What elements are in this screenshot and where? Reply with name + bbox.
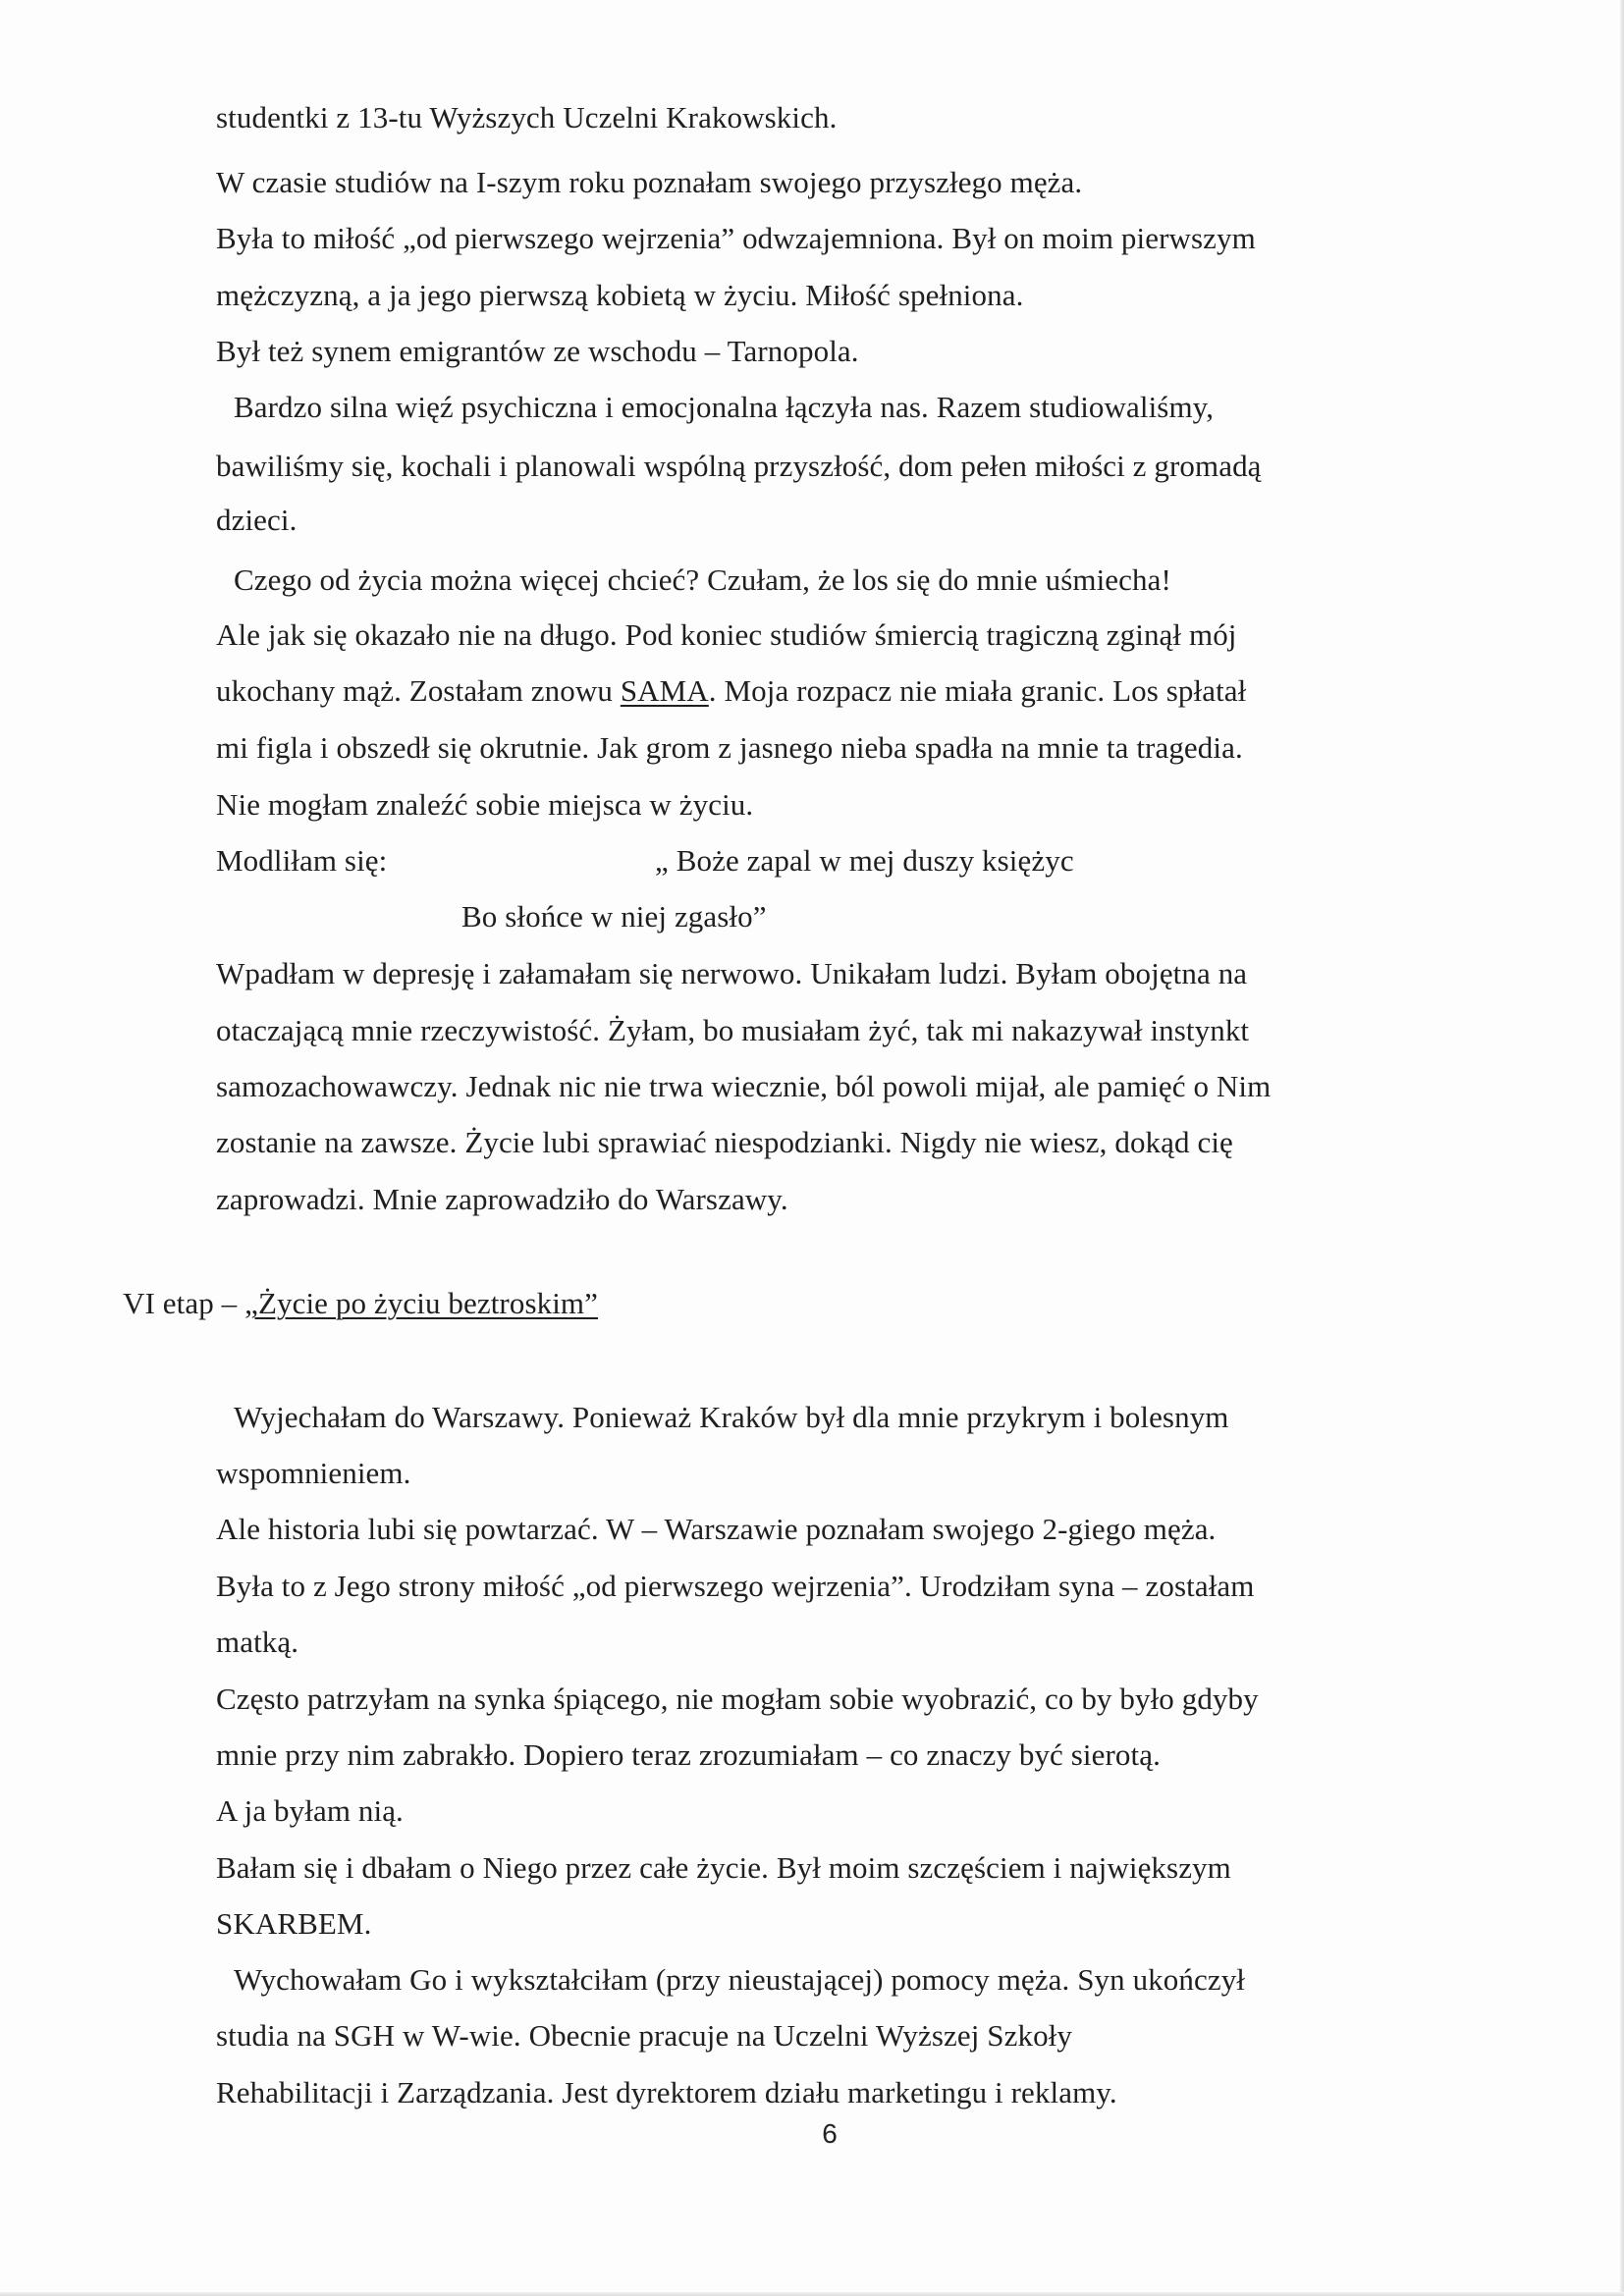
text-line: Często patrzyłam na synka śpiącego, nie mogłam sobie wyobrazić, co by było gdyby — [216, 1682, 1259, 1716]
text-line: mężczyzną, a ja jego pierwszą kobietą w życiu. Miłość spełniona. — [216, 278, 1024, 312]
underlined-word: SAMA — [620, 673, 709, 708]
section-prefix: VI etap – — [123, 1286, 245, 1320]
text-line: otaczającą mnie rzeczywistość. Żyłam, bo musiałam żyć, tak mi nakazywał instynkt — [216, 1013, 1250, 1047]
prayer-verse-1: „ Boże zapal w mej duszy księżyc — [655, 843, 1074, 878]
page-number: 6 — [822, 2118, 838, 2149]
prayer-line — [216, 841, 1394, 881]
text-line: Wychowałam Go i wykształciłam (przy nieustającej) pomocy męża. Syn ukończył — [234, 1962, 1246, 1997]
section-heading — [123, 1284, 598, 1323]
text-line: Bardzo silna więź psychiczna i emocjonalna łączyła nas. Razem studiowaliśmy, — [234, 390, 1215, 424]
text-line: bawiliśmy się, kochali i planowali wspólną przyszłość, dom pełen miłości z gromadą — [216, 449, 1262, 483]
section-title: „Życie po życiu beztroskim” — [244, 1286, 599, 1320]
scan-edge-bottom — [0, 2292, 1624, 2296]
text-line: Był też synem emigrantów ze wschodu – Tarnopola. — [216, 334, 859, 368]
text-fragment: ukochany mąż. Zostałam znowu — [216, 673, 621, 708]
text-line: Ale jak się okazało nie na długo. Pod koniec studiów śmiercią tragiczną zginął mój — [216, 617, 1237, 652]
text-line: studentki z 13-tu Wyższych Uczelni Krakowskich. — [216, 100, 838, 134]
text-line: Rehabilitacji i Zarządzania. Jest dyrektorem działu marketingu i reklamy. — [216, 2075, 1117, 2109]
text-line: Wpadłam w depresję i załamałam się nerwowo. Unikałam ludzi. Byłam obojętna na — [216, 956, 1248, 990]
text-line: Ale historia lubi się powtarzać. W – Warszawie poznałam swojego 2-giego męża. — [216, 1512, 1217, 1546]
text-line: Wyjechałam do Warszawy. Ponieważ Kraków był dla mnie przykrym i bolesnym — [234, 1400, 1229, 1434]
text-line: mnie przy nim zabrakło. Dopiero teraz zrozumiałam – co znaczy być sierotą. — [216, 1737, 1161, 1772]
prayer-verse-2: Bo słońce w niej zgasło” — [461, 899, 767, 934]
scan-edge-right — [1620, 0, 1624, 2296]
text-line: studia na SGH w W-wie. Obecnie pracuje na Uczelni Wyższej Szkoły — [216, 2018, 1072, 2053]
text-fragment: . Moja rozpacz nie miała granic. Los spłatał — [708, 673, 1247, 708]
text-line: samozachowawczy. Jednak nic nie trwa wiecznie, ból powoli mijał, ale pamięć o Nim — [216, 1069, 1272, 1103]
text-line: Bałam się i dbałam o Niego przez całe życie. Był moim szczęściem i największym — [216, 1850, 1231, 1885]
text-line: dzieci. — [216, 503, 298, 537]
text-line: W czasie studiów na I-szym roku poznałam swojego przyszłego męża. — [216, 165, 1083, 199]
text-line: zostanie na zawsze. Życie lubi sprawiać niespodzianki. Nigdy nie wiesz, dokąd cię — [216, 1125, 1233, 1159]
text-line: Była to miłość „od pierwszego wejrzenia” odwzajemniona. Był on moim pierwszym — [216, 221, 1256, 255]
text-line: Była to z Jego strony miłość „od pierwszego wejrzenia”. Urodziłam syna – zostałam — [216, 1569, 1255, 1603]
text-line: zaprowadzi. Mnie zaprowadziło do Warszawy. — [216, 1182, 788, 1216]
prayer-lead: Modliłam się: — [216, 843, 388, 878]
text-line: wspomnieniem. — [216, 1456, 411, 1490]
text-line: matką. — [216, 1625, 299, 1659]
text-line: Czego od życia można więcej chcieć? Czułam, że los się do mnie uśmiecha! — [234, 562, 1171, 597]
text-line: A ja byłam nią. — [216, 1793, 404, 1828]
text-line: mi figla i obszedł się okrutnie. Jak grom z jasnego nieba spadła na mnie ta tragedia. — [216, 730, 1243, 765]
text-line: Nie mogłam znaleźć sobie miejsca w życiu. — [216, 787, 754, 822]
text-line-with-underline — [216, 671, 1246, 711]
text-line: SKARBEM. — [216, 1906, 372, 1941]
